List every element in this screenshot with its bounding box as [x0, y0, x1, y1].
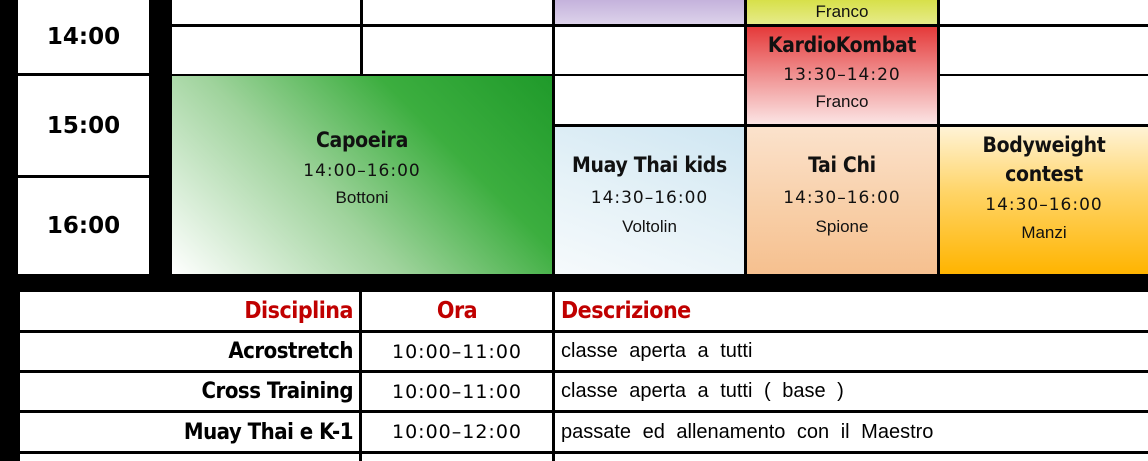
table-cell-disciplina: Muay Thai e K-1 — [20, 413, 359, 451]
table-row-partial — [362, 454, 552, 461]
table-cell-ora: 10:00–11:00 — [362, 333, 552, 370]
event-instructor: Franco — [815, 92, 869, 112]
event-instructor: Manzi — [1021, 223, 1067, 243]
grid-cell-empty — [555, 76, 744, 124]
table-cell-ora: 10:00–12:00 — [362, 413, 552, 451]
event-muay-thai-kids — [555, 127, 744, 274]
event-tai-chi — [747, 127, 937, 274]
event-title: Tai Chi — [808, 153, 876, 177]
table-row-partial — [20, 454, 359, 461]
time-text: 16:00 — [46, 213, 121, 239]
event-instructor: Franco — [815, 2, 869, 21]
event-capoeira — [172, 76, 552, 274]
header-descrizione: Descrizione — [555, 292, 1148, 330]
event-instructor: Spione — [815, 217, 869, 237]
event-instructor: Bottoni — [335, 188, 389, 208]
table-cell-descrizione: classe aperta a tutti — [555, 333, 1148, 370]
table-row-partial — [555, 454, 1148, 461]
time-text: 15:00 — [46, 112, 121, 139]
time-text: 14:00 — [46, 23, 121, 50]
grid-cell-empty — [555, 27, 744, 74]
time-label-15 — [18, 76, 149, 175]
event-kardiokombat — [747, 27, 937, 124]
event-hours: 14:30–16:00 — [590, 188, 709, 209]
table-cell-disciplina: Cross Training — [20, 373, 359, 410]
header-ora: Ora — [362, 292, 552, 330]
event-title: Capoeira — [315, 128, 409, 152]
table-cell-ora: 10:00–11:00 — [362, 373, 552, 410]
event-title: Muay Thai kids — [572, 153, 727, 177]
grid-cell-empty — [940, 0, 1148, 24]
grid-cell-empty — [363, 0, 552, 24]
header-disciplina: Disciplina — [20, 292, 359, 330]
event-hours: 14:30–16:00 — [783, 188, 901, 209]
event-bodyweight-contest — [940, 127, 1148, 274]
grid-cell-empty — [172, 0, 360, 24]
time-label-14 — [18, 0, 149, 73]
event-hours: 14:00–16:00 — [303, 161, 421, 182]
event-title: KardioKombat — [767, 33, 917, 57]
grid-cell-empty — [940, 76, 1148, 124]
table-cell-descrizione: passate ed allenamento con il Maestro — [555, 413, 1148, 451]
event-instructor: Voltolin — [622, 217, 677, 237]
time-label-16 — [18, 178, 149, 274]
event-hours: 14:30–16:00 — [985, 195, 1103, 216]
grid-cell-lavender — [555, 0, 744, 24]
grid-cell-empty — [363, 27, 552, 74]
grid-cell-empty — [940, 27, 1148, 74]
event-top-franco — [747, 0, 937, 24]
table-cell-disciplina: Acrostretch — [20, 333, 359, 370]
table-cell-descrizione: classe aperta a tutti ( base ) — [555, 373, 1148, 410]
event-hours: 13:30–14:20 — [783, 65, 901, 86]
event-title-line-2: contest — [1005, 162, 1083, 187]
grid-cell-empty — [172, 27, 360, 74]
event-title-line-1: Bodyweight — [982, 133, 1106, 157]
